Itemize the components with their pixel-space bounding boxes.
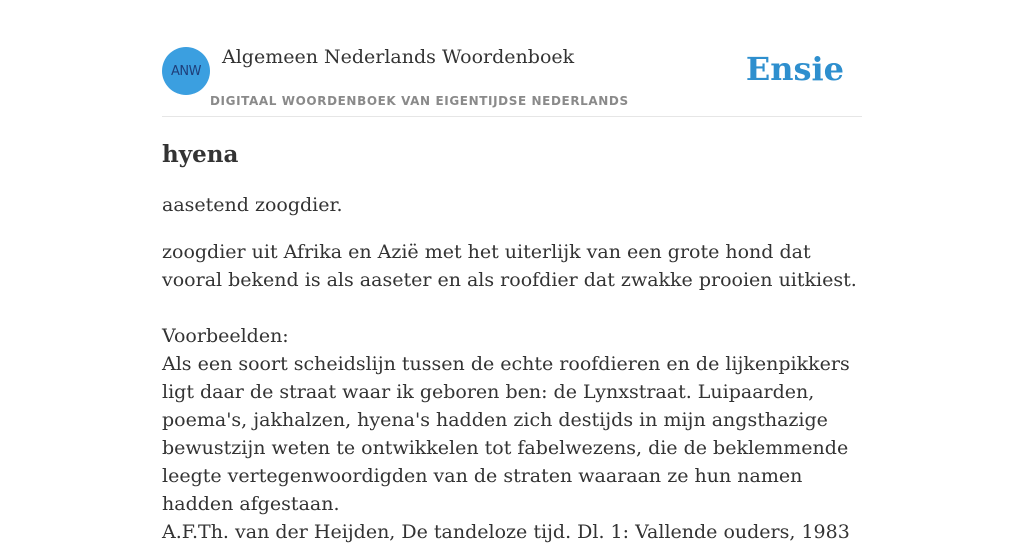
short-definition: aasetend zoogdier. [162,194,343,216]
entry-content [162,139,862,546]
anw-logo[interactable] [162,47,210,95]
examples-label: Voorbeelden: [162,325,289,347]
long-definition: zoogdier uit Afrika en Azië met het uiterlijk van een grote hond dat vooral bekend is als aaseter en als roofdier dat zwakke prooien uitkiest. [162,241,857,291]
source-title[interactable]: Algemeen Nederlands Woordenboek [222,46,575,68]
ensie-brand-logo[interactable]: Ensie [745,50,844,88]
source-subtitle: DIGITAAL WOORDENBOEK VAN EIGENTIJDSE NEDERLANDS [210,94,629,108]
source-header [162,0,862,117]
logo-text: ANW [171,63,201,79]
example-text: Als een soort scheidslijn tussen de echte roofdieren en de lijkenpikkers ligt daar de straat waar ik geboren ben: de Lynxstraat. Luipaarden, poema's, jakhalzen, hyena's hadden zich destijds in mijn angsthazige bewustzijn weten te ontwikkelen tot fabelwezens, die de beklemmende leegte vertegenwoordigden van de straten waaraan ze hun namen hadden afgestaan. [162,353,850,515]
example-source: A.F.Th. van der Heijden, De tandeloze tijd. Dl. 1: Vallende ouders, 1983 [162,521,850,543]
entry-headword: hyena [162,141,239,168]
